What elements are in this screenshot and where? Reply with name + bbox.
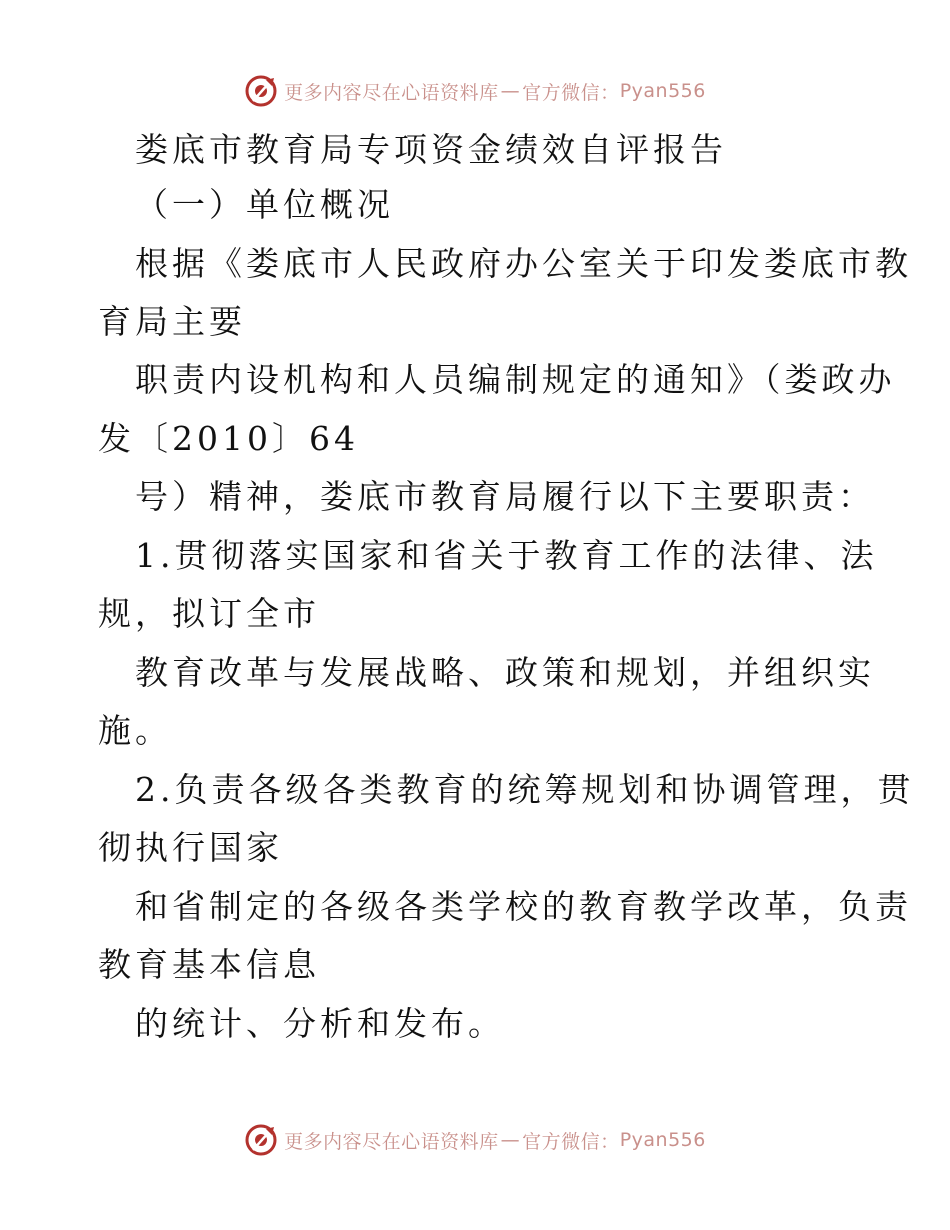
paragraph-line: 施。 bbox=[98, 711, 172, 750]
paragraph-line: 和省制定的各级各类学校的教育教学改革，负责 bbox=[135, 887, 912, 926]
paragraph-line: 彻执行国家 bbox=[98, 828, 283, 867]
watermark-contact-label: 官方微信： bbox=[522, 81, 620, 104]
section-heading: （一）单位概况 bbox=[135, 185, 394, 224]
paragraph-line: 职责内设机构和人员编制规定的通知》（娄政办 bbox=[135, 360, 896, 399]
paragraph-line: 的统计、分析和发布。 bbox=[135, 1004, 505, 1043]
watermark-brand: 更多内容尽在心语资料库 bbox=[284, 1130, 499, 1153]
paragraph-line: 发〔2010〕64 bbox=[98, 419, 359, 458]
watermark-contact-id: Pyan556 bbox=[619, 1129, 706, 1151]
paragraph-line: 号）精神，娄底市教育局履行以下主要职责： bbox=[135, 477, 875, 516]
watermark-separator: — bbox=[500, 1129, 521, 1151]
brand-logo-icon bbox=[244, 1123, 278, 1157]
header-watermark bbox=[0, 69, 950, 113]
paragraph-line: 育局主要 bbox=[98, 302, 246, 341]
watermark-separator: — bbox=[500, 80, 521, 102]
paragraph-line: 2.负责各级各类教育的统筹规划和协调管理，贯 bbox=[135, 770, 915, 809]
footer-watermark bbox=[0, 1118, 950, 1162]
watermark-brand: 更多内容尽在心语资料库 bbox=[284, 81, 499, 104]
paragraph-line: 规，拟订全市 bbox=[98, 594, 320, 633]
brand-logo-icon bbox=[244, 74, 278, 108]
paragraph-line: 1.贯彻落实国家和省关于教育工作的法律、法 bbox=[135, 536, 878, 575]
paragraph-line: 根据《娄底市人民政府办公室关于印发娄底市教 bbox=[135, 244, 912, 283]
paragraph-line: 教育基本信息 bbox=[98, 945, 320, 984]
paragraph-line: 教育改革与发展战略、政策和规划，并组织实 bbox=[135, 653, 875, 692]
watermark-contact-id: Pyan556 bbox=[619, 80, 706, 102]
watermark-contact-label: 官方微信： bbox=[522, 1130, 620, 1153]
document-title: 娄底市教育局专项资金绩效自评报告 bbox=[135, 130, 727, 169]
